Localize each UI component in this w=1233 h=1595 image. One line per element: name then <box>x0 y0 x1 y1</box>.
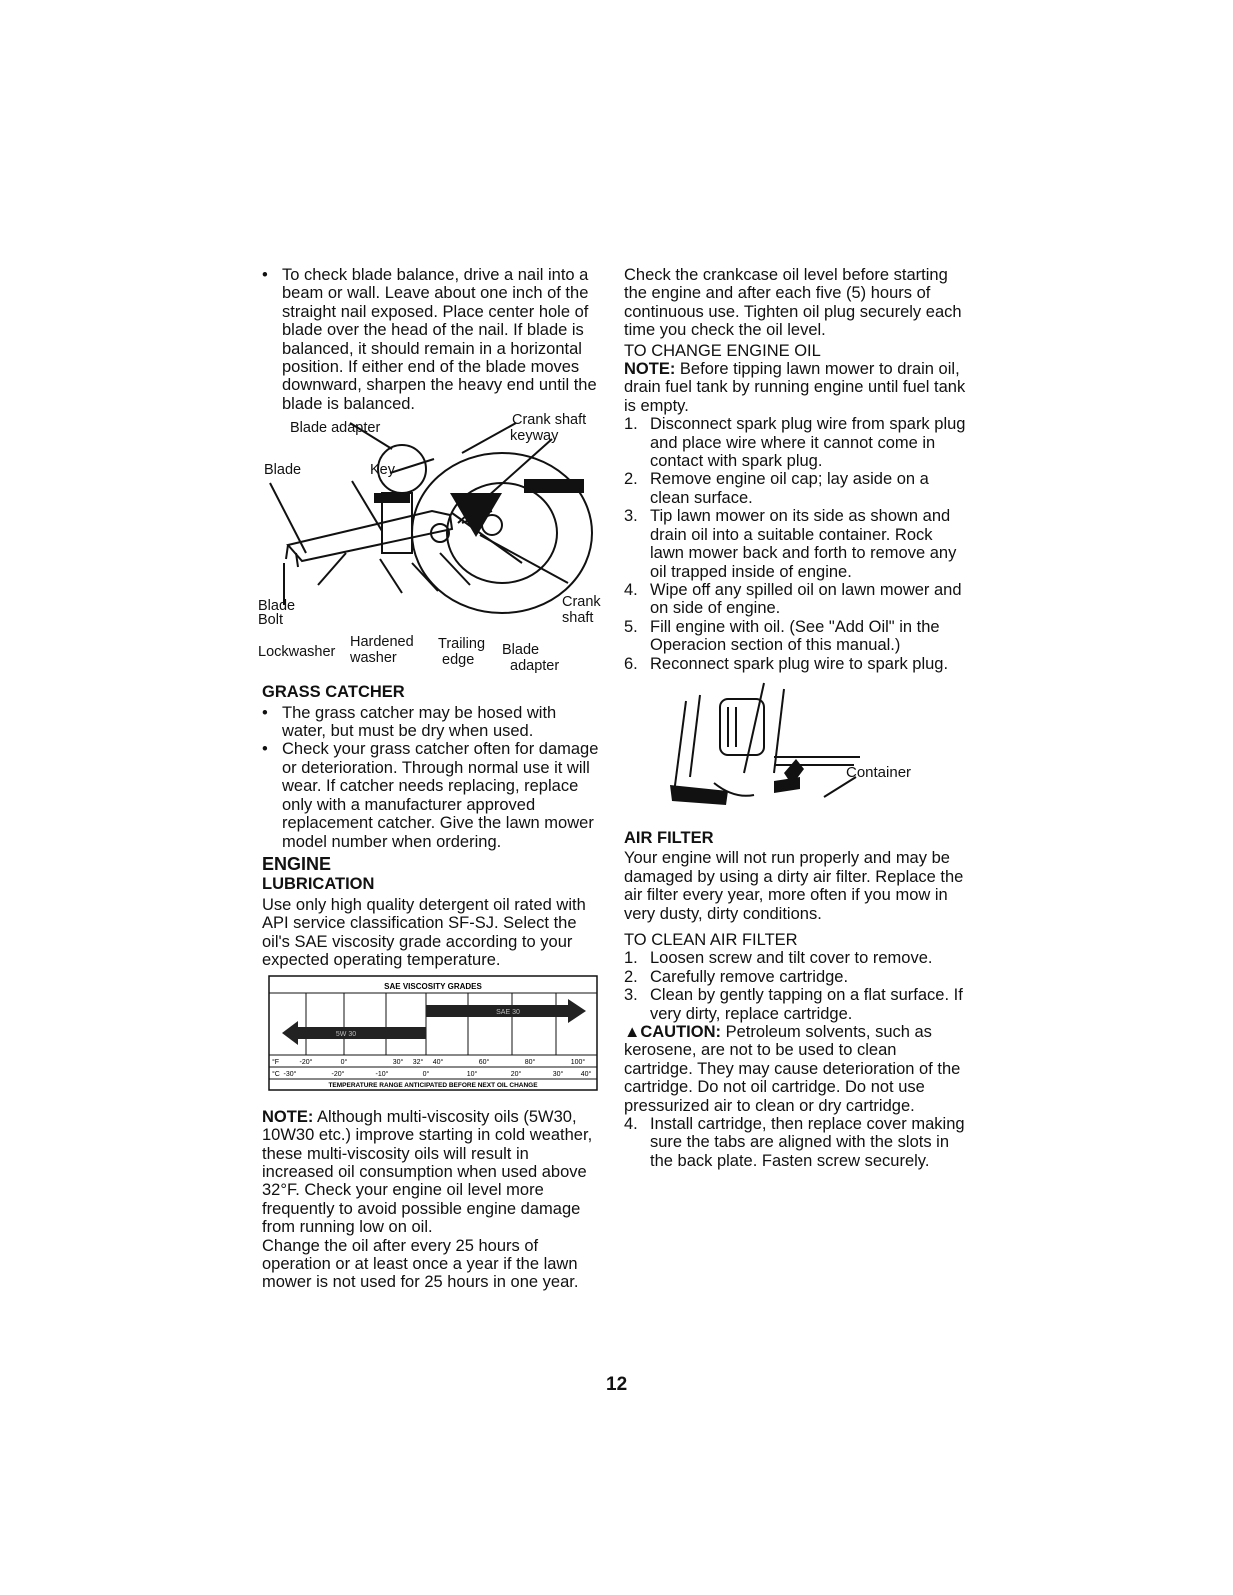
f-tick-1: -20° <box>299 1059 313 1067</box>
step-text: Reconnect spark plug wire to spark plug. <box>650 654 949 673</box>
grade-5w30-label: 5W 30 <box>335 1031 357 1039</box>
blade-balance-text: To check blade balance, drive a nail into a beam or wall. Leave about one inch of the straight nail exposed. Place center hole of blade over the head of the nail. If blade is balanced, it should remain in a horizontal position. If either end of the blade moves downward, sharpen the heavy end until the blade is balanced. <box>282 266 597 413</box>
air-filter-heading: AIR FILTER <box>624 828 714 847</box>
change-step <box>624 581 966 618</box>
step-text: Remove engine oil cap; lay aside on a clean surface. <box>650 470 929 507</box>
crank-shaft-keyway-label-2: keyway <box>510 428 559 445</box>
lockwasher-label: Lockwasher <box>258 644 336 661</box>
step-number: 4. <box>624 1115 638 1134</box>
caution-text-block <box>624 1023 966 1115</box>
hardened-washer-label-1: Hardened <box>350 634 414 651</box>
c-tick-1: -30° <box>283 1071 297 1079</box>
right-column <box>624 266 966 1170</box>
blade-label: Blade <box>264 462 302 479</box>
change-step <box>624 415 966 470</box>
clean-step <box>624 986 966 1023</box>
step-number: 3. <box>624 986 638 1005</box>
c-axis-label: °C <box>272 1071 280 1079</box>
blade-balance-bullet <box>262 266 604 413</box>
step-number: 4. <box>624 580 638 599</box>
crank-shaft-label-1: Crank <box>562 594 601 611</box>
c-tick-3: -10° <box>375 1071 389 1079</box>
caution-text: Petroleum solvents, such as kerosene, are not to be used to clean cartridge. They may cause deterioration of the cartridge. Do not oil cartridge. Do not use pressurized air to clean or dry cartridge. <box>624 1023 961 1115</box>
step-text: Clean by gently tapping on a flat surface. If very dirty, replace cartridge. <box>650 986 963 1023</box>
viscosity-chart <box>268 975 598 1095</box>
change-step <box>624 655 966 673</box>
blade-adapter-label: Blade adapter <box>290 420 381 437</box>
clean-step <box>624 1115 966 1170</box>
lubrication-heading: LUBRICATION <box>262 875 375 894</box>
grass-catcher-heading: GRASS CATCHER <box>262 683 405 702</box>
f-axis-label: °F <box>272 1059 280 1067</box>
f-tick-5: 40° <box>432 1059 444 1067</box>
check-oil-text: Check the crankcase oil level before starting the engine and after each five (5) hours of continuous use. Tighten oil plug securely each time you check the oil level. <box>624 266 962 340</box>
step-text: Wipe off any spilled oil on lawn mower and on side of engine. <box>650 580 962 618</box>
f-tick-3: 30° <box>392 1059 404 1067</box>
page-number: 12 <box>606 1374 628 1395</box>
clean-step <box>624 949 966 967</box>
viscosity-chart-title: SAE VISCOSITY GRADES <box>384 982 482 992</box>
step-text: Carefully remove cartridge. <box>650 967 849 986</box>
step-number: 2. <box>624 470 638 489</box>
c-tick-4: 0° <box>422 1071 430 1079</box>
grass-bullet-1 <box>262 704 604 741</box>
c-tick-5: 10° <box>466 1071 478 1079</box>
change-engine-oil-heading: TO CHANGE ENGINE OIL <box>624 341 821 360</box>
change-step <box>624 618 966 655</box>
tipping-note-text: Before tipping lawn mower to drain oil, drain fuel tank by running engine until fuel tank is empty. <box>624 360 966 415</box>
grade-sae30-label: SAE 30 <box>496 1009 520 1017</box>
note-text: Although multi-viscosity oils (5W30, 10W30 etc.) improve starting in cold weather, these multi-viscosity oils will result in increased oil consumption when used above 32°F. Check your engine oil level more frequently to avoid possible engine damage from running low on oil. <box>262 1107 593 1237</box>
trailing-edge-label-2: edge <box>442 652 475 669</box>
bullet-icon: • <box>262 740 268 759</box>
c-tick-7: 30° <box>552 1071 564 1079</box>
clean-step <box>624 968 966 986</box>
blade-assembly-drawing <box>262 413 604 677</box>
grass-bullet-2 <box>262 740 604 850</box>
blade-assembly-figure <box>258 412 604 677</box>
note-label: NOTE: <box>624 360 676 379</box>
note-label: NOTE: <box>262 1107 314 1126</box>
tipping-note <box>624 360 966 415</box>
c-tick-2: -20° <box>331 1071 345 1079</box>
left-column <box>258 266 604 1292</box>
change-step <box>624 507 966 581</box>
key-label: Key <box>370 462 395 479</box>
caution-label: CAUTION: <box>640 1023 721 1041</box>
c-tick-6: 20° <box>510 1071 522 1079</box>
trailing-edge-label-1: Trailing <box>438 636 486 653</box>
step-number: 5. <box>624 617 638 636</box>
blade-adapter-bottom-label-1: Blade <box>502 642 540 659</box>
viscosity-chart-drawing <box>268 975 598 1091</box>
engine-heading: ENGINE <box>262 853 332 874</box>
c-tick-8: 40° <box>580 1071 592 1079</box>
lubrication-text: Use only high quality detergent oil rated with API service classification SF-SJ. Select the oil's SAE viscosity grade according to your expected operating temperature. <box>262 895 586 969</box>
f-tick-7: 80° <box>524 1059 536 1067</box>
crank-shaft-label-2: shaft <box>562 610 594 627</box>
step-text: Disconnect spark plug wire from spark plug and place wire where it cannot come in contact with spark plug. <box>650 415 966 471</box>
blade-bolt-label-2: Bolt <box>258 612 283 629</box>
step-text: Install cartridge, then replace cover making sure the tabs are aligned with the slots in the back plate. Fasten screw securely. <box>650 1115 965 1170</box>
f-tick-2: 0° <box>340 1059 348 1067</box>
step-number: 2. <box>624 967 638 986</box>
change-oil-frequency-text: Change the oil after every 25 hours of operation or at least once a year if the lawn mower is not used for 25 hours in one year. <box>262 1236 579 1292</box>
step-text: Tip lawn mower on its side as shown and drain oil into a suitable container. Rock lawn mower back and forth to remove any oil trapped inside of engine. <box>650 507 957 581</box>
step-number: 3. <box>624 507 638 526</box>
step-number: 1. <box>624 949 638 968</box>
drain-oil-drawing <box>624 673 966 823</box>
bullet-icon: • <box>262 266 268 284</box>
f-tick-4: 32° <box>412 1059 424 1067</box>
change-step <box>624 470 966 507</box>
drain-oil-figure <box>624 673 966 823</box>
f-tick-6: 60° <box>478 1059 490 1067</box>
viscosity-chart-footer: TEMPERATURE RANGE ANTICIPATED BEFORE NEXT OIL CHANGE <box>328 1082 538 1090</box>
f-tick-8: 100° <box>570 1059 586 1067</box>
crank-shaft-keyway-label-1: Crank shaft <box>512 412 587 429</box>
hardened-washer-label-2: washer <box>350 650 397 667</box>
clean-steps <box>624 949 966 1023</box>
multi-viscosity-note <box>262 1108 604 1237</box>
bullet-icon: • <box>262 703 268 722</box>
step-text: Fill engine with oil. (See "Add Oil" in the Operacion section of this manual.) <box>650 617 940 655</box>
step-number: 1. <box>624 415 638 434</box>
warning-triangle-icon: ▲ <box>624 1023 641 1041</box>
change-oil-steps <box>624 415 966 673</box>
blade-bolt-label-1: Blade <box>258 598 296 615</box>
step-text: Loosen screw and tilt cover to remove. <box>650 949 933 968</box>
grass-bullet-text-2: Check your grass catcher often for damage or deterioration. Through normal use it will wear. If catcher needs replacing, replace only with a manufacturer approved replacement catcher. Give the lawn mower model number when ordering. <box>282 740 599 851</box>
step-number: 6. <box>624 654 638 673</box>
grass-bullet-text-1: The grass catcher may be hosed with water, but must be dry when used. <box>282 703 557 741</box>
blade-adapter-bottom-label-2: adapter <box>510 658 560 675</box>
container-label: Container <box>846 763 912 781</box>
clean-air-filter-heading: TO CLEAN AIR FILTER <box>624 930 798 949</box>
air-filter-text: Your engine will not run properly and may be damaged by using a dirty air filter. Replace the air filter every year, more often if you mow in very dusty, dirty conditions. <box>624 849 964 923</box>
